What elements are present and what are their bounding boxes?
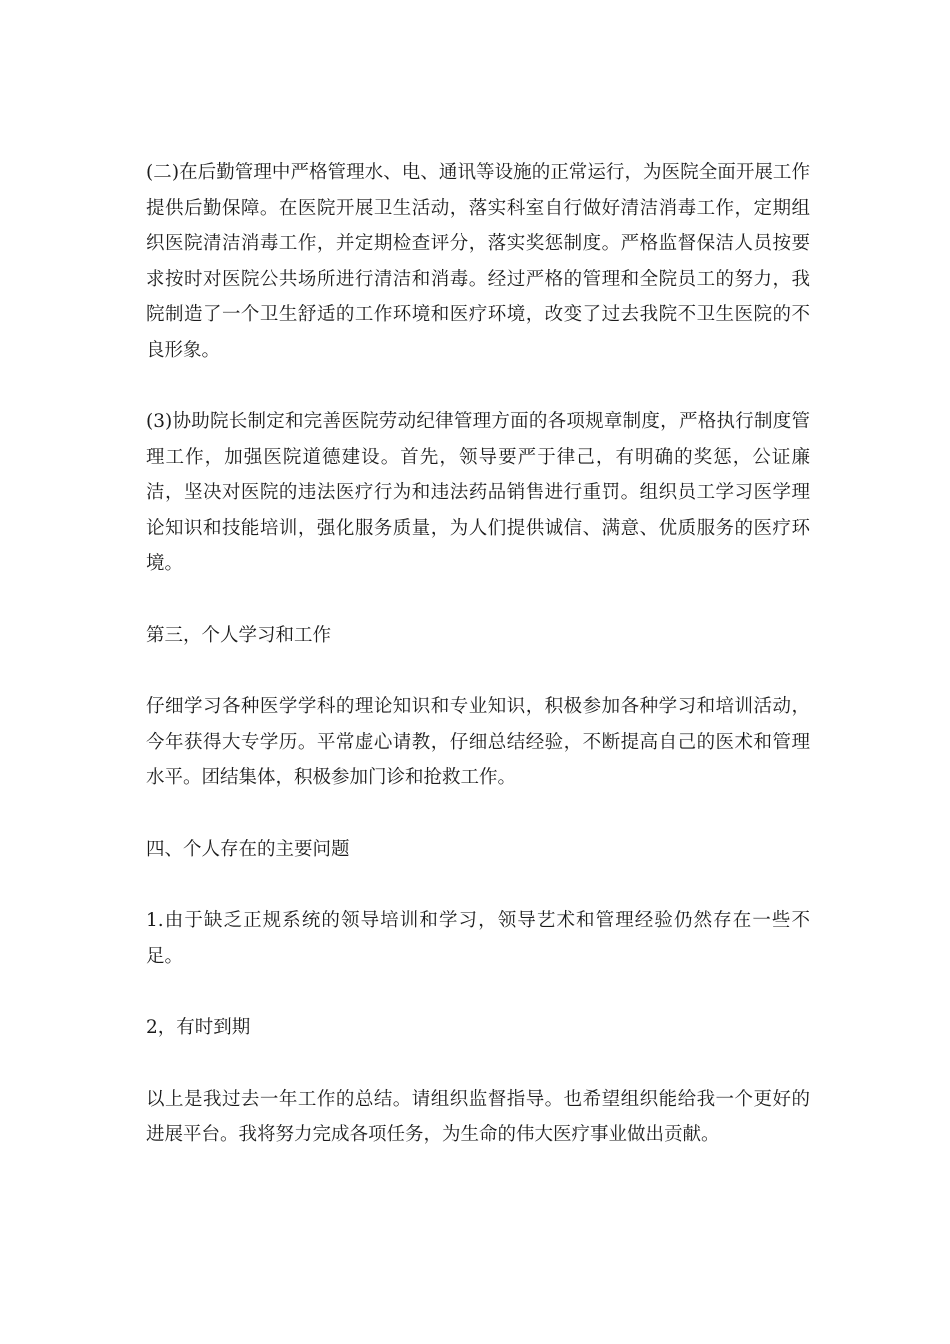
- paragraph-conclusion: 以上是我过去一年工作的总结。请组织监督指导。也希望组织能给我一个更好的进展平台。我将努力完成各项任务，为生命的伟大医疗事业做出贡献。: [146, 1088, 810, 1145]
- paragraph-logistics-management: (二)在后勤管理中严格管理水、电、通讯等设施的正常运行，为医院全面开展工作提供后勤保障。在医院开展卫生活动，落实科室自行做好清洁消毒工作，定期组织医院清洁消毒工作，并定期检查评分，落实奖惩制度。严格监督保洁人员按要求按时对医院公共场所进行清洁和消毒。经过严格的管理和全院员工的努力，我院制造了一个卫生舒适的工作环境和医疗环境，改变了过去我院不卫生医院的不良形象。: [146, 162, 810, 361]
- section-heading-problems: 四、个人存在的主要问题: [146, 838, 350, 860]
- paragraph-study-work: 仔细学习各种医学学科的理论知识和专业知识，积极参加各种学习和培训活动，今年获得大专学历。平常虚心请教，仔细总结经验，不断提高自己的医术和管理水平。团结集体，积极参加门诊和抢救工作。: [146, 696, 810, 788]
- list-item-problem-1: 1.由于缺乏正规系统的领导培训和学习，领导艺术和管理经验仍然存在一些不足。: [146, 910, 810, 967]
- paragraph-labor-discipline: (3)协助院长制定和完善医院劳动纪律管理方面的各项规章制度，严格执行制度管理工作，加强医院道德建设。首先，领导要严于律己，有明确的奖惩，公证廉洁，坚决对医院的违法医疗行为和违法药品销售进行重罚。组织员工学习医学理论知识和技能培训，强化服务质量，为人们提供诚信、满意、优质服务的医疗环境。: [146, 411, 810, 574]
- section-heading-study-work: 第三，个人学习和工作: [146, 624, 332, 646]
- list-item-problem-2: 2，有时到期: [146, 1017, 251, 1038]
- document-body: [146, 155, 810, 1189]
